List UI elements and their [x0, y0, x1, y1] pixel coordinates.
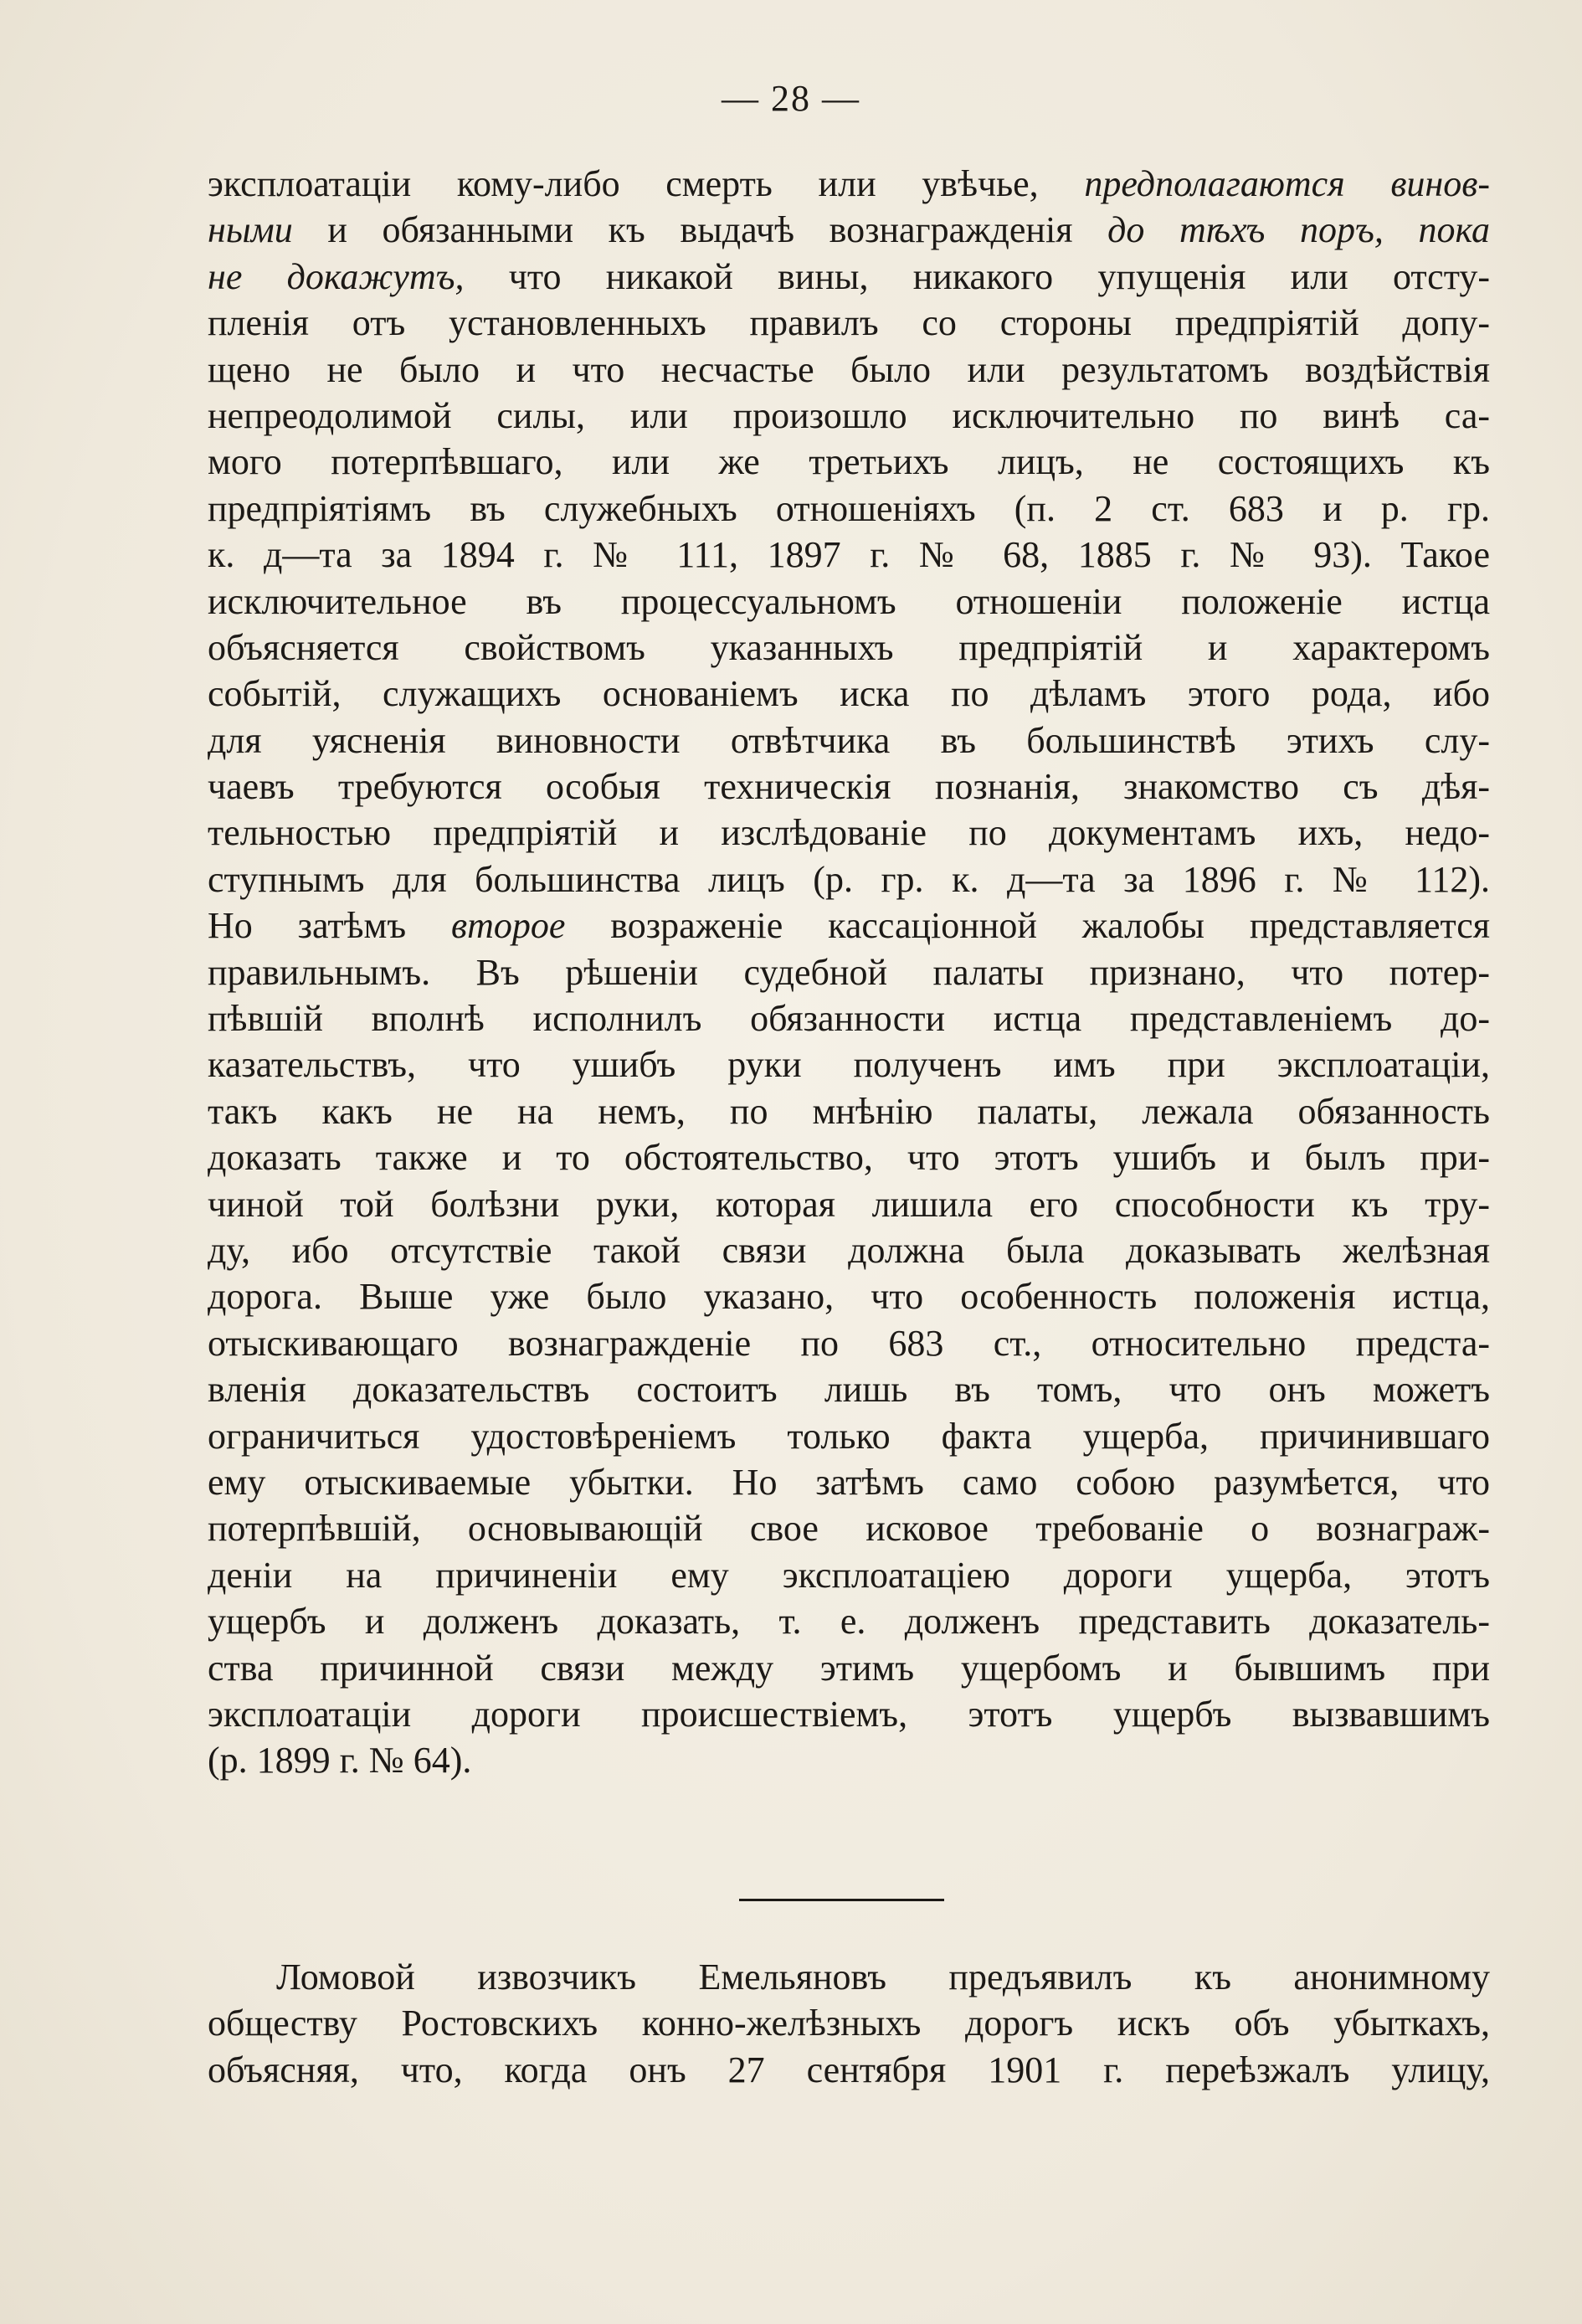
text-segment: мого потерпѣвшаго, или же третьихъ лицъ, не состоящихъ къ	[208, 441, 1490, 483]
text-segment: ступнымъ для большинства лицъ (р. гр. к. д—та за 1896 г. № 112).	[208, 858, 1490, 900]
text-line	[208, 254, 1490, 300]
text-segment: объясняется свойствомъ указанныхъ предпріятій и характеромъ	[208, 626, 1490, 668]
text-segment: к. д—та за 1894 г. № 111, 1897 г. № 68, 1885 г. № 93). Такое	[208, 534, 1490, 576]
text-line	[208, 671, 1490, 717]
text-line	[208, 300, 1490, 346]
text-line	[208, 1273, 1490, 1319]
text-line	[208, 393, 1490, 439]
text-line	[208, 764, 1490, 810]
paragraph-continued	[208, 161, 1490, 1784]
text-segment: объясняя, что, когда онъ 27 сентября 1901 г. переѣзжалъ улицу,	[208, 2049, 1490, 2090]
text-line	[208, 1598, 1490, 1644]
text-segment: чаевъ требуются особыя техническія познанія, знакомство съ дѣя-	[208, 766, 1490, 808]
text-line	[208, 1134, 1490, 1180]
text-segment: что никакой вины, никакого упущенія или отсту-	[464, 255, 1490, 297]
text-line	[208, 486, 1490, 532]
text-line	[208, 1413, 1490, 1459]
text-line	[208, 2047, 1490, 2093]
text-line	[208, 578, 1490, 625]
text-line	[208, 810, 1490, 856]
text-segment: непреодолимой силы, или произошло исключительно по винѣ са-	[208, 394, 1490, 436]
section-divider	[739, 1899, 944, 1901]
text-segment: для уясненія виновности отвѣтчика въ большинствѣ этихъ слу-	[208, 719, 1490, 761]
text-segment: Но затѣмъ	[208, 905, 451, 947]
text-segment: ущербъ и долженъ доказать, т. е. долженъ представить доказатель-	[208, 1601, 1490, 1643]
text-segment: потерпѣвшій, основывающій свое исковое требованіе о вознаграж-	[208, 1508, 1490, 1550]
text-line	[208, 1954, 1490, 2000]
text-segment: казательствъ, что ушибъ руки полученъ имъ при эксплоатаціи,	[208, 1044, 1490, 1086]
italic-text: до тѣхъ поръ, пока	[1107, 209, 1490, 251]
text-line	[208, 1459, 1490, 1505]
italic-text: ными	[208, 209, 293, 251]
text-line	[208, 902, 1490, 949]
italic-text: второе	[450, 905, 566, 947]
text-line	[208, 207, 1490, 253]
text-segment: дорога. Выше уже было указано, что особенность положенія истца,	[208, 1276, 1490, 1318]
text-line	[208, 1737, 1490, 1783]
text-line	[208, 1691, 1490, 1737]
text-segment: отыскивающаго вознагражденіе по 683 ст., относительно предста-	[208, 1322, 1490, 1364]
paragraph-new-case	[208, 1954, 1490, 2093]
text-line	[208, 856, 1490, 902]
text-segment: пѣвшій вполнѣ исполнилъ обязанности истца представленіемъ до-	[208, 998, 1490, 1040]
text-segment: ему отыскиваемые убытки. Но затѣмъ само собою разумѣется, что	[208, 1461, 1490, 1503]
text-line	[208, 2000, 1490, 2046]
text-line	[208, 1227, 1490, 1273]
text-segment: пленія отъ установленныхъ правилъ со стороны предпріятій допу-	[208, 302, 1490, 344]
text-segment: событій, служащихъ основаніемъ иска по дѣламъ этого рода, ибо	[208, 673, 1490, 715]
text-segment: такъ какъ не на немъ, по мнѣнію палаты, лежала обязанность	[208, 1090, 1490, 1132]
text-line	[208, 1181, 1490, 1227]
text-line	[208, 949, 1490, 995]
text-segment: вленія доказательствъ состоитъ лишь въ томъ, что онъ можетъ	[208, 1369, 1490, 1411]
text-line	[208, 1366, 1490, 1412]
text-segment: эксплоатаціи дороги происшествіемъ, этотъ ущербъ вызвавшимъ	[208, 1693, 1490, 1735]
text-segment: ду, ибо отсутствіе такой связи должна была доказывать желѣзная	[208, 1229, 1490, 1271]
italic-text: предполагаются винов-	[1084, 163, 1490, 204]
page-number: — 28 —	[722, 78, 860, 119]
text-line	[208, 1552, 1490, 1598]
text-line	[208, 532, 1490, 578]
text-segment: и обязанными къ выдачѣ вознагражденія	[292, 209, 1108, 251]
text-segment: обществу Ростовскихъ конно-желѣзныхъ дорогъ искъ объ убыткахъ,	[208, 2003, 1490, 2044]
text-segment: эксплоатаціи кому-либо смерть или увѣчье,	[208, 163, 1085, 204]
text-line	[208, 1088, 1490, 1134]
text-line	[208, 439, 1490, 485]
text-line	[208, 1645, 1490, 1691]
text-line	[208, 995, 1490, 1041]
text-segment: Ломовой извозчикъ Емельяновъ предъявилъ къ анонимному	[276, 1956, 1490, 1998]
italic-text: не докажутъ,	[208, 255, 465, 297]
text-segment: тельностью предпріятій и изслѣдованіе по документамъ ихъ, недо-	[208, 812, 1490, 854]
text-segment: ства причинной связи между этимъ ущербомъ и бывшимъ при	[208, 1647, 1490, 1689]
text-line	[208, 625, 1490, 671]
text-segment: щено не было и что несчастье было или результатомъ воздѣйствія	[208, 348, 1490, 390]
text-line	[208, 1041, 1490, 1087]
text-segment: доказать также и то обстоятельство, что этотъ ушибъ и былъ при-	[208, 1137, 1490, 1179]
text-line	[208, 1320, 1490, 1366]
text-segment: ограничиться удостовѣреніемъ только факта ущерба, причинившаго	[208, 1415, 1490, 1457]
text-segment: деніи на причиненіи ему эксплоатаціею дороги ущерба, этотъ	[208, 1554, 1490, 1596]
text-segment: исключительное въ процессуальномъ отношеніи положеніе истца	[208, 580, 1490, 622]
text-line	[208, 161, 1490, 207]
text-segment: предпріятіямъ въ служебныхъ отношеніяхъ (п. 2 ст. 683 и р. гр.	[208, 487, 1490, 529]
text-segment: правильнымъ. Въ рѣшеніи судебной палаты признано, что потер-	[208, 951, 1490, 993]
text-segment: возраженіе кассаціонной жалобы представляется	[565, 905, 1490, 947]
text-segment: чиной той болѣзни руки, которая лишила его способности къ тру-	[208, 1183, 1490, 1225]
text-line	[208, 1505, 1490, 1551]
text-line	[208, 347, 1490, 393]
text-segment: (р. 1899 г. № 64).	[208, 1740, 472, 1782]
text-line	[208, 717, 1490, 764]
